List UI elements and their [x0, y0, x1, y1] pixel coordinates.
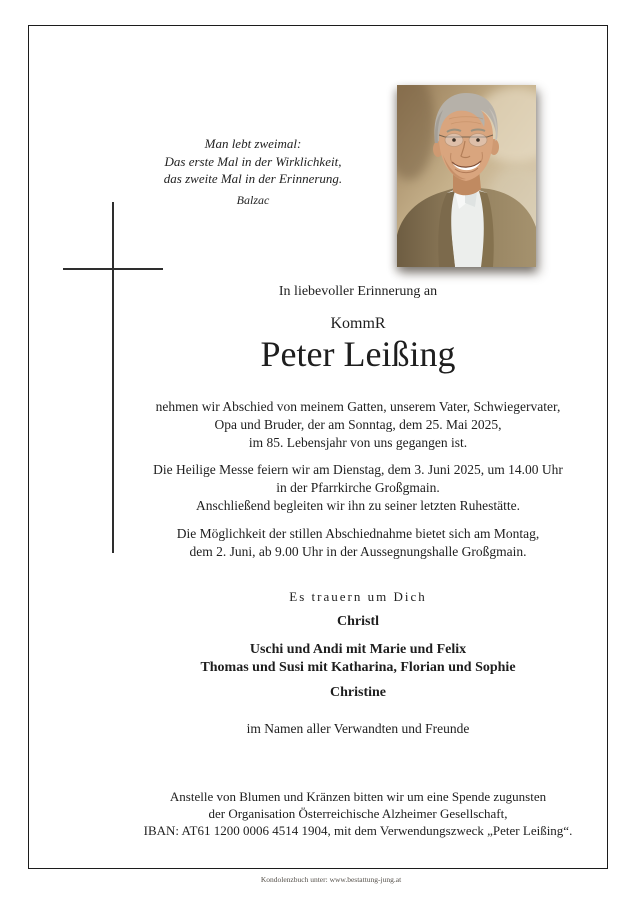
deceased-name: Peter Leißing [260, 334, 456, 374]
mass-line: in der Pfarrkirche Großgmain. [276, 480, 440, 495]
mourner-group [108, 641, 608, 676]
farewell-line: Die Möglichkeit der stillen Abschiednahme bietet sich am Montag, [176, 526, 540, 541]
closing-line: im Namen aller Verwandten und Freunde [246, 721, 470, 736]
mourning-heading: Es trauern um Dich [289, 589, 427, 604]
condolence-book-note: Kondolenzbuch unter: www.bestattung-jung.at [260, 875, 402, 884]
obituary-line: im 85. Lebensjahr von uns gegangen ist. [248, 435, 468, 450]
obituary-paragraph [108, 398, 608, 452]
quote-line: Das erste Mal in der Wirklichkeit, [164, 153, 342, 169]
donation-paragraph [108, 788, 608, 839]
farewell-line: dem 2. Juni, ab 9.00 Uhr in der Aussegnungshalle Großgmain. [189, 544, 527, 559]
portrait-illustration [397, 85, 536, 267]
mourner-name: Uschi und Andi mit Marie und Felix [249, 642, 467, 657]
obituary-line: nehmen wir Abschied von meinem Gatten, unserem Vater, Schwiegervater, [155, 399, 561, 414]
title-prefix: KommR [330, 315, 386, 332]
obituary-line: Opa und Bruder, der am Sonntag, dem 25. Mai 2025, [214, 417, 502, 432]
mourner-name: Christine [330, 685, 386, 700]
donation-line: IBAN: AT61 1200 0006 4514 1904, mit dem Verwendungszweck „Peter Leißing“. [143, 823, 573, 838]
donation-line: Anstelle von Blumen und Kränzen bitten wir um eine Spende zugunsten [169, 789, 547, 804]
mourner-name: Christl [337, 614, 379, 629]
quote-line: Man lebt zweimal: [204, 136, 302, 151]
mourner-name: Thomas und Susi mit Katharina, Florian und Sophie [200, 659, 516, 675]
quote-line: das zweite Mal in der Erinnerung. [163, 171, 343, 186]
intro-line: In liebevoller Erinnerung an [278, 284, 438, 299]
mass-line: Anschließend begleiten wir ihn zu seiner letzten Ruhestätte. [196, 498, 520, 513]
mass-line: Die Heilige Messe feiern wir am Dienstag, dem 3. Juni 2025, um 14.00 Uhr [153, 462, 563, 477]
quote-attribution: Balzac [236, 192, 270, 207]
farewell-paragraph [108, 525, 608, 561]
donation-line: der Organisation Österreichische Alzheimer Gesellschaft, [208, 806, 508, 821]
portrait-photo [397, 85, 536, 267]
quote-block [118, 135, 388, 209]
memorial-cross-icon [63, 268, 163, 270]
mass-paragraph [108, 461, 608, 515]
